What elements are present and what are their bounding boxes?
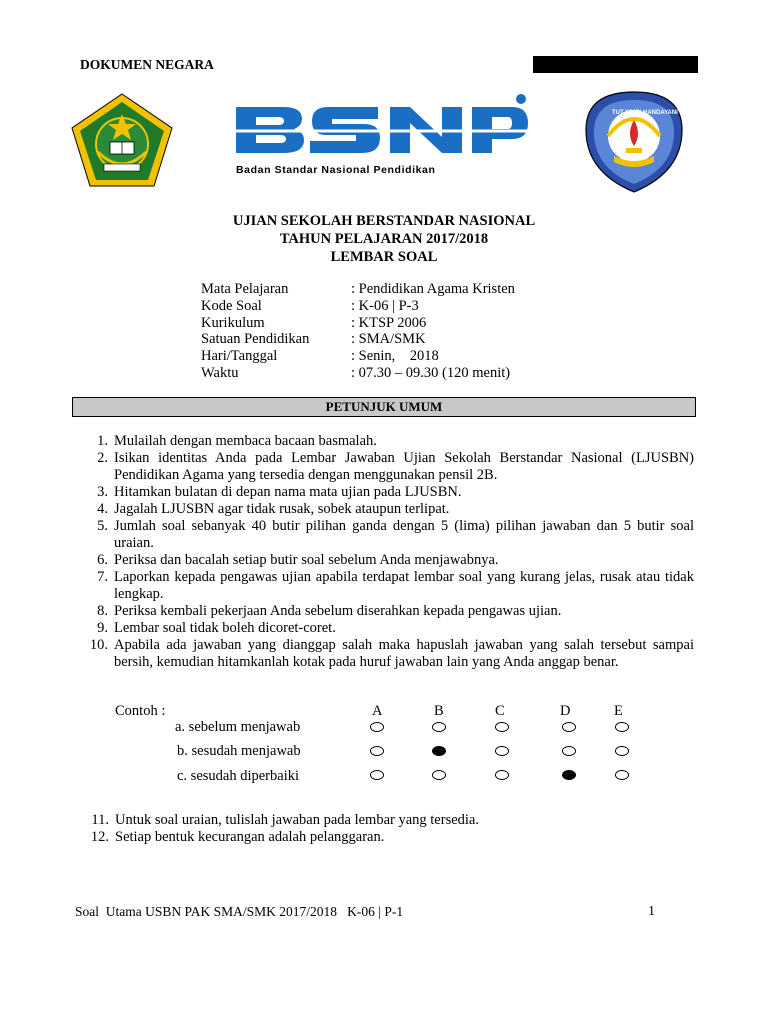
exam-info-table [201,281,515,382]
item-text: Periksa dan bacalah setiap butir soal sebelum Anda menjawabnya. [114,552,499,568]
info-row [201,298,515,315]
info-value: : Pendidikan Agama Kristen [351,281,515,297]
info-row [201,365,515,382]
page-number: 1 [648,904,655,919]
info-value: : Senin, 2018 [351,348,439,365]
redaction-bar [533,56,698,73]
info-value: : SMA/SMK [351,331,426,348]
answer-bubble-c [495,746,509,756]
item-text: Apabila ada jawaban yang dianggap salah maka hapuslah jawaban yang salah tersebut sampai bersih, kemudian hitamkanlah kotak pada huruf jawaban lain yang Anda anggap benar. [114,637,694,670]
item-number: 12. [90,829,109,845]
list-item [82,569,694,603]
option-letter: B [434,703,444,719]
answer-bubble-d [562,746,576,756]
item-number: 7. [97,569,108,585]
item-number: 6. [97,552,108,568]
item-text: Setiap bentuk kecurangan adalah pelanggaran. [115,829,385,845]
item-number: 1. [97,433,108,449]
info-label: Hari/Tanggal [201,348,278,365]
list-item [82,829,694,846]
list-item [82,552,694,569]
item-text: Mulailah dengan membaca bacaan basmalah. [114,433,377,449]
list-item [82,620,694,637]
info-row [201,348,515,365]
kemenag-emblem-logo [68,92,176,188]
info-label: Waktu [201,364,239,381]
emblem-motto: TUT WURI HANDAYANI [612,110,678,116]
answer-bubble-b [432,770,446,780]
item-number: 5. [97,518,108,534]
answer-bubble-c [495,770,509,780]
list-item [82,501,694,518]
example-row-label: c. sesudah diperbaiki [177,768,300,784]
example-row-label: a. sebelum menjawab [175,719,301,735]
answer-bubble-b [432,746,446,756]
info-label: Kode Soal [201,297,262,314]
info-row [201,315,515,332]
footer-text: Soal Utama USBN PAK SMA/SMK 2017/2018 K-06 | P-1 [75,904,404,919]
item-text: Isikan identitas Anda pada Lembar Jawaban Ujian Sekolah Berstandar Nasional (LJUSBN) Pendidikan Agama yang tersedia dengan menggunakan pensil 2B. [114,450,694,483]
item-number: 10. [89,637,108,653]
answer-bubble-a [370,746,384,756]
info-row [201,331,515,348]
bsnp-subtitle: Badan Standar Nasional Pendidikan [236,164,436,176]
list-item [82,603,694,620]
info-value: : KTSP 2006 [351,314,427,331]
answer-bubble-d [562,722,576,732]
answer-bubble-e [615,746,629,756]
answer-bubble-e [615,770,629,780]
list-item [82,433,694,450]
item-number: 8. [97,603,108,619]
info-label: Satuan Pendidikan [201,331,310,348]
answer-bubble-a [370,722,384,732]
title-line-2: TAHUN PELAJARAN 2017/2018 [279,231,489,247]
answer-bubble-b [432,722,446,732]
info-value: : K-06 | P-3 [351,297,419,314]
info-label: Mata Pelajaran [201,281,289,297]
example-label: Contoh : [115,703,166,719]
answer-bubble-e [615,722,629,732]
info-label: Kurikulum [201,314,265,331]
item-text: Laporkan kepada pengawas ujian apabila terdapat lembar soal yang kurang jelas, rusak atau tidak lengkap. [114,569,694,602]
item-text: Untuk soal uraian, tulislah jawaban pada lembar yang tersedia. [115,812,479,828]
title-block [0,212,768,266]
instruction-list [82,433,694,671]
item-number: 4. [97,501,108,517]
item-number: 11. [91,812,109,828]
info-value: : 07.30 – 09.30 (120 menit) [351,364,511,381]
item-text: Lembar soal tidak boleh dicoret-coret. [114,620,336,636]
title-line-1: UJIAN SEKOLAH BERSTANDAR NASIONAL [232,213,536,229]
section-header: PETUNJUK UMUM [72,397,696,417]
example-row-label: b. sesudah menjawab [177,743,301,759]
title-line-3: LEMBAR SOAL [330,249,438,265]
info-row [201,281,515,298]
answer-bubble-c [495,722,509,732]
item-text: Hitamkan bulatan di depan nama mata ujian pada LJUSBN. [114,484,462,500]
list-item [82,450,694,484]
option-letter: E [614,703,623,719]
answer-bubble-d [562,770,576,780]
bsnp-logo [232,93,532,183]
list-item [82,484,694,501]
instruction-list-extra [82,812,694,846]
option-letter: D [560,703,571,719]
item-text: Jumlah soal sebanyak 40 butir pilihan ganda dengan 5 (lima) pilihan jawaban dan 5 butir soal uraian. [114,518,694,551]
option-letter: A [372,703,383,719]
item-text: Periksa kembali pekerjaan Anda sebelum diserahkan kepada pengawas ujian. [114,603,562,619]
tut-wuri-handayani-emblem-logo [582,90,686,194]
document-label: DOKUMEN NEGARA [80,57,214,72]
item-number: 3. [97,484,108,500]
list-item [82,812,694,829]
answer-bubble-a [370,770,384,780]
list-item [82,518,694,552]
item-number: 2. [97,450,108,466]
item-text: Jagalah LJUSBN agar tidak rusak, sobek ataupun terlipat. [114,501,450,517]
option-letter: C [495,703,505,719]
list-item [82,637,694,671]
item-number: 9. [97,620,108,636]
